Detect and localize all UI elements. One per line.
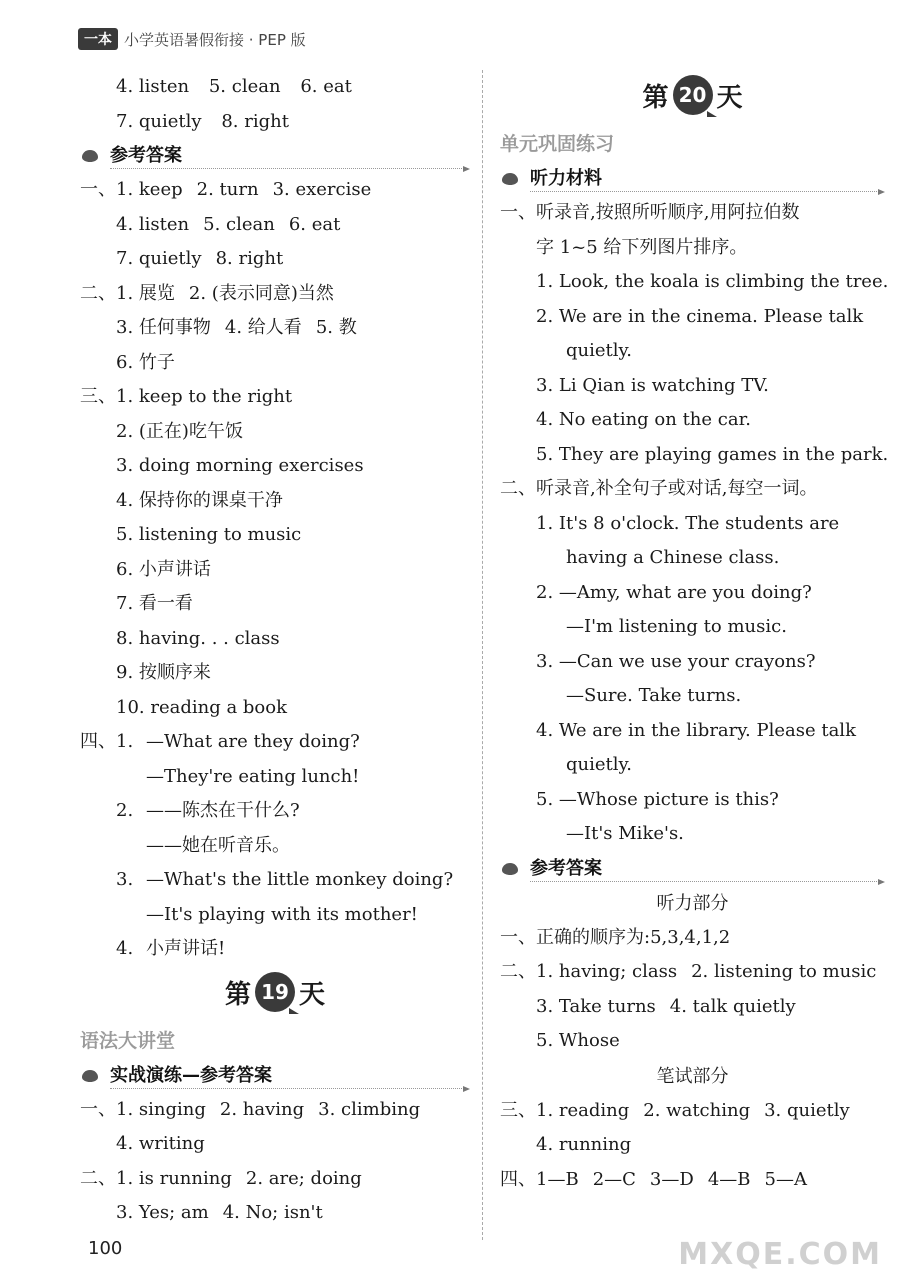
- column-divider: [482, 70, 483, 1240]
- script-line: —Sure. Take turns.: [566, 685, 742, 706]
- dotted-rule: [530, 191, 877, 192]
- answer-line: 5. listening to music: [116, 524, 302, 545]
- answer-line: 7. quietly 8. right: [116, 110, 289, 132]
- dotted-rule: [530, 881, 877, 882]
- site-watermark: MXQE.COM: [678, 1237, 882, 1272]
- script-line: having a Chinese class.: [566, 547, 780, 568]
- left-column: [80, 70, 470, 1231]
- answer-line: 6. 竹子: [116, 351, 175, 373]
- book-title: 小学英语暑假衔接 · PEP 版: [124, 30, 306, 49]
- answer-line: 三、1. keep to the right: [80, 386, 293, 407]
- day-number-badge: 20: [673, 75, 713, 115]
- answer-line: 3. doing morning exercises: [116, 455, 364, 476]
- answer-line: 7. quietly 8. right: [116, 248, 284, 269]
- written-part-heading: 笔试部分: [656, 1065, 729, 1087]
- section-title-listening: 听力材料: [500, 162, 885, 196]
- instruction-line: 一、听录音,按照所听顺序,用阿拉伯数: [500, 202, 800, 223]
- answer-line: 二、1. having; class 2. listening to music: [500, 961, 877, 982]
- day-20-heading: 第 20 天: [500, 70, 885, 126]
- section-bullet-icon: [502, 173, 518, 185]
- answer-line: 2. ——陈杰在干什么?: [116, 800, 300, 821]
- script-line: 4. We are in the library. Please talk: [536, 719, 856, 741]
- answer-line: 3. —What's the little monkey doing?: [116, 869, 454, 890]
- answer-line: 4. 小声讲话!: [116, 938, 226, 959]
- listening-part-heading: 听力部分: [656, 892, 729, 914]
- answer-line: 二、1. is running 2. are; doing: [80, 1167, 362, 1189]
- answer-line: —They're eating lunch!: [146, 765, 360, 787]
- dotted-rule: [110, 1088, 462, 1089]
- right-column: [500, 70, 889, 1197]
- section-bullet-icon: [502, 863, 518, 875]
- section-bullet-icon: [82, 1070, 98, 1082]
- script-line: 3. —Can we use your crayons?: [536, 650, 816, 672]
- answer-line: 5. Whose: [536, 1030, 620, 1051]
- answer-line: 2. (正在)吃午饭: [116, 420, 243, 442]
- script-line: 1. Look, the koala is climbing the tree.: [536, 271, 889, 292]
- answer-line: 3. Yes; am 4. No; isn't: [116, 1202, 323, 1223]
- answer-line: 四、1—B 2—C 3—D 4—B 5—A: [500, 1168, 807, 1190]
- day-19-heading: 第 19 天: [80, 967, 470, 1023]
- script-line: —I'm listening to music.: [566, 616, 787, 637]
- script-line: quietly.: [566, 340, 633, 361]
- answer-line: 二、1. 展览 2. (表示同意)当然: [80, 282, 334, 304]
- answer-line: 10. reading a book: [116, 696, 288, 718]
- answer-line: 4. 保持你的课桌干净: [116, 489, 283, 511]
- page-number: 100: [88, 1238, 123, 1259]
- script-line: 1. It's 8 o'clock. The students are: [536, 512, 840, 534]
- instruction-line: 字 1~5 给下列图片排序。: [536, 236, 748, 258]
- script-line: 5. —Whose picture is this?: [536, 788, 779, 810]
- instruction-line: 二、听录音,补全句子或对话,每空一词。: [500, 478, 818, 499]
- answer-line: 8. having. . . class: [116, 627, 280, 649]
- page-header: [78, 28, 306, 50]
- section-title-answers: 参考答案: [80, 139, 470, 173]
- answer-line: 一、正确的顺序为:5,3,4,1,2: [500, 926, 731, 948]
- answer-line: 4. running: [536, 1134, 632, 1155]
- answer-line: 三、1. reading 2. watching 3. quietly: [500, 1099, 850, 1121]
- answer-line: 3. 任何事物 4. 给人看 5. 教: [116, 317, 357, 338]
- answer-line: 4. listen 5. clean 6. eat: [116, 76, 352, 97]
- day-number-badge: 19: [255, 972, 295, 1012]
- script-line: quietly.: [566, 754, 633, 775]
- answer-line: 4. writing: [116, 1133, 205, 1154]
- script-line: 3. Li Qian is watching TV.: [536, 374, 769, 396]
- answer-line: —It's playing with its mother!: [146, 903, 418, 925]
- script-line: 4. No eating on the car.: [536, 409, 751, 430]
- answer-line: 9. 按顺序来: [116, 662, 211, 683]
- dotted-rule: [110, 168, 462, 169]
- section-title-practice: 实战演练—参考答案: [80, 1059, 470, 1093]
- answer-line: 四、1. —What are they doing?: [80, 731, 360, 752]
- answer-line: ——她在听音乐。: [146, 834, 290, 856]
- brand-badge: 一本: [78, 28, 118, 50]
- script-line: 5. They are playing games in the park.: [536, 443, 889, 465]
- section-bullet-icon: [82, 150, 98, 162]
- grammar-label: 语法大讲堂: [80, 1029, 176, 1052]
- answer-line: 一、1. singing 2. having 3. climbing: [80, 1098, 421, 1120]
- answer-line: 3. Take turns 4. talk quietly: [536, 995, 796, 1017]
- script-line: 2. We are in the cinema. Please talk: [536, 305, 864, 327]
- answer-line: 一、1. keep 2. turn 3. exercise: [80, 179, 372, 200]
- answer-line: 6. 小声讲话: [116, 558, 211, 580]
- script-line: —It's Mike's.: [566, 823, 684, 844]
- script-line: 2. —Amy, what are you doing?: [536, 581, 812, 603]
- section-title-answers-right: 参考答案: [500, 852, 885, 886]
- unit-review-label: 单元巩固练习: [500, 133, 615, 155]
- answer-line: 4. listen 5. clean 6. eat: [116, 213, 341, 235]
- answer-line: 7. 看一看: [116, 593, 193, 614]
